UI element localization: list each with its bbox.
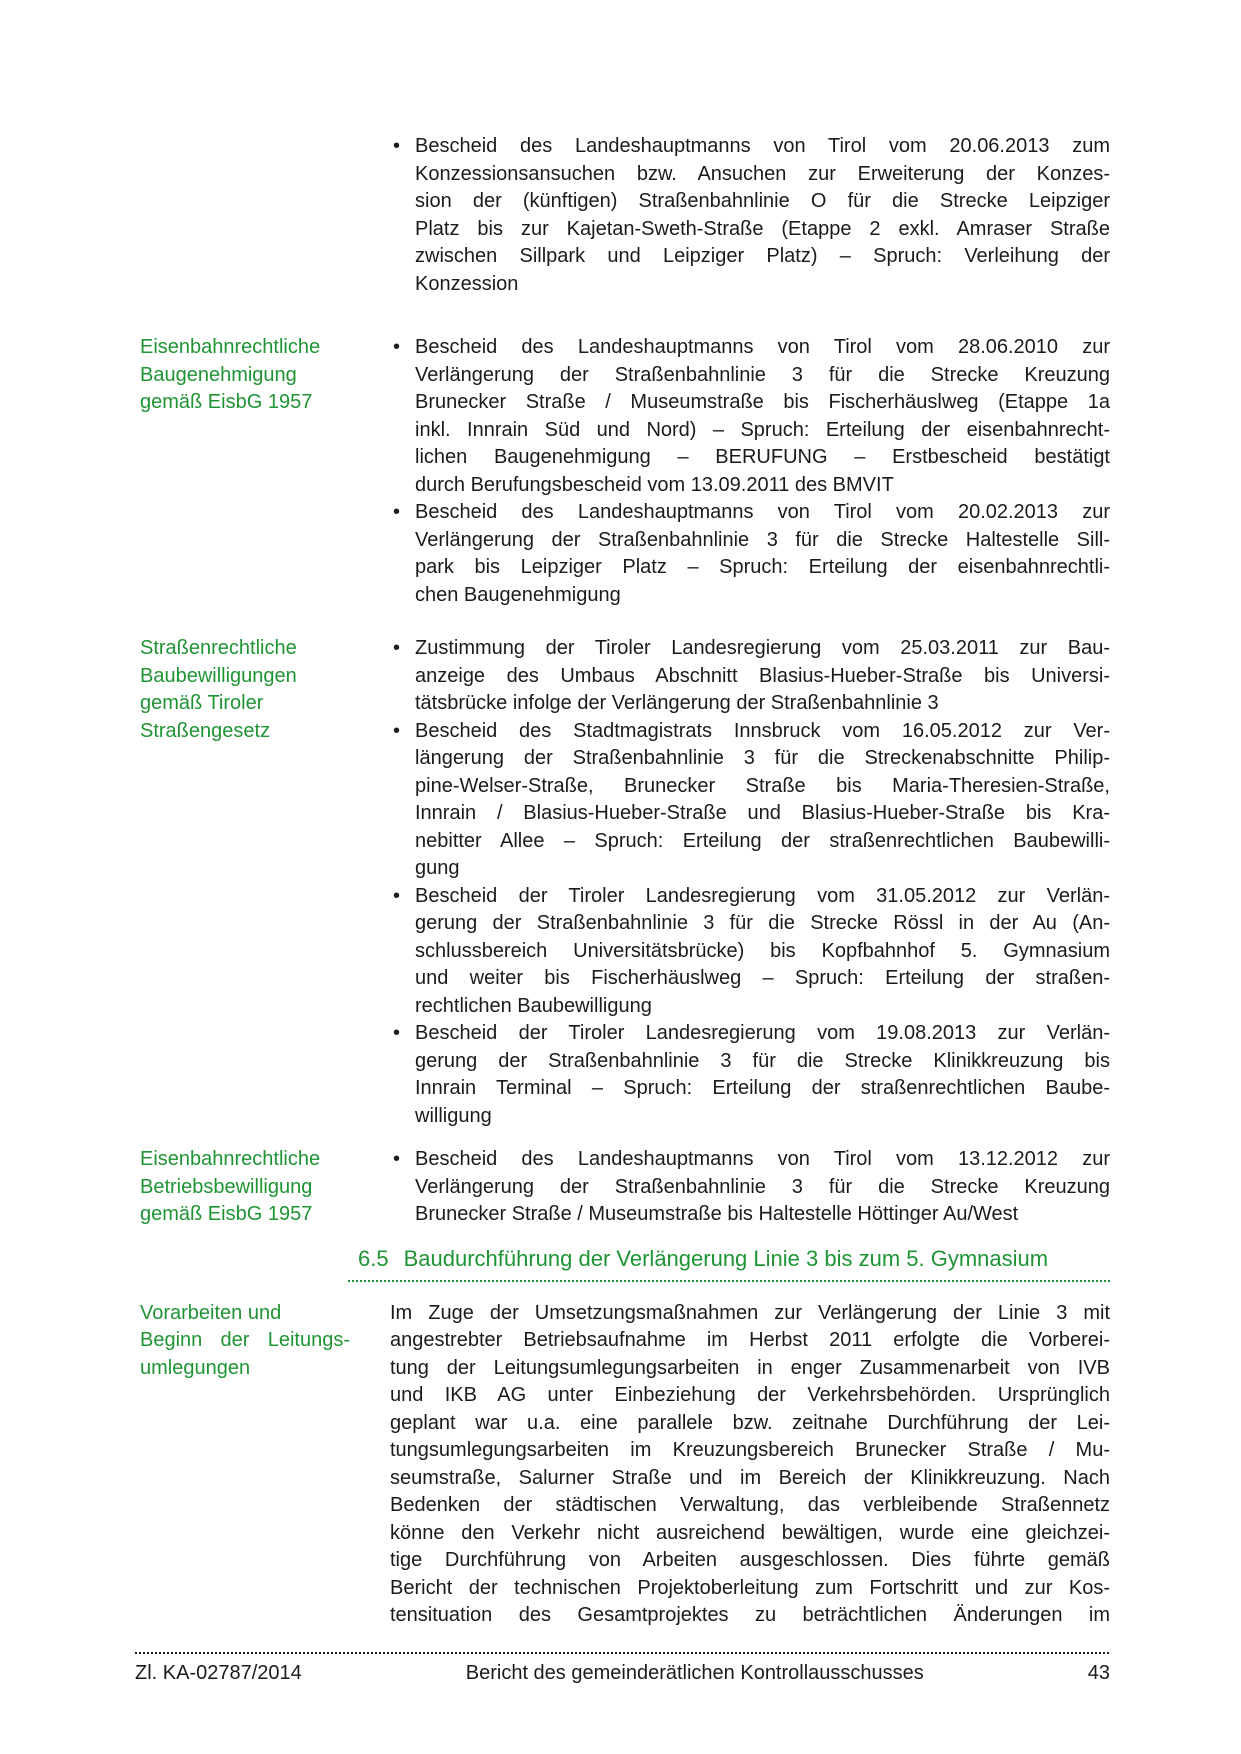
text-line: sion der (künftigen) Straßenbahnlinie O für die Strecke Leipziger [415,190,1110,212]
section-heading [348,1245,1110,1282]
text-line: und IKB AG unter Einbeziehung der Verkehrsbehörden. Ursprünglich [390,1384,1110,1406]
list-item [390,883,1110,1021]
label-line: Baubewilligungen [140,664,297,687]
label-line: Vorarbeiten und [140,1301,282,1324]
text-line: anzeige des Umbaus Abschnitt Blasius-Hueber-Straße bis Universi- [415,664,1110,687]
list-item-text [415,334,1110,499]
list-item-text [415,635,1110,718]
text-line: Brunecker Straße / Museumstraße bis Haltestelle Höttinger Au/West [415,1203,1019,1225]
text-line: Bescheid des Landeshauptmanns von Tirol vom 13.12.2012 zur [415,1148,1110,1170]
label-line: Straßenrechtliche [140,637,297,659]
section-body [390,334,1110,609]
text-line: gerung der Straßenbahnlinie 3 für die Strecke Klinikkreuzung bis [415,1049,1110,1072]
text-line: tensituation des Gesamtprojektes zu beträchtlichen Änderungen im [390,1604,1110,1626]
text-line: nebitter Allee – Spruch: Erteilung der straßenrechtlichen Baubewilli- [415,829,1110,852]
text-line: gung [415,857,460,879]
text-line: Platz bis zur Kajetan-Sweth-Straße (Etappe 2 exkl. Amraser Straße [415,217,1110,240]
section-baubewilligungen [140,635,1110,1130]
text-line: chen Baugenehmigung [415,583,621,606]
text-line: Verlängerung der Straßenbahnlinie 3 für die Strecke Kreuzung [415,1175,1110,1198]
section-betriebsbewilligung [140,1146,1110,1229]
text-line: tige Durchführung von Arbeiten ausgeschlossen. Dies führte gemäß [390,1549,1110,1571]
list-item [390,499,1110,609]
bullet-icon: • [393,336,401,358]
text-line: durch Berufungsbescheid vom 13.09.2011 des BMVIT [415,473,894,496]
text-line: Innrain / Blasius-Hueber-Straße und Blasius-Hueber-Straße bis Kra- [415,802,1110,824]
text-line: und weiter bis Fischerhäuslweg – Spruch: Erteilung der straßen- [415,967,1110,989]
text-line: Bedenken der städtischen Verwaltung, das verbleibende Straßennetz [390,1494,1110,1516]
list-item [390,1146,1110,1229]
text-line: könne den Verkehr nicht ausreichend bewältigen, wurde eine gleichzei- [390,1521,1110,1544]
text-line: Bericht der technischen Projektoberleitung zum Fortschritt und zur Kos- [390,1576,1110,1599]
heading-underline-rule [348,1280,1110,1282]
bullet-icon: • [393,501,401,523]
text-line: Bescheid des Landeshauptmanns von Tirol vom 28.06.2010 zur [415,336,1110,358]
section-body [390,133,1110,298]
footer-page-number: 43 [1087,1661,1110,1684]
section-body [390,635,1110,1130]
list-item [390,635,1110,718]
section-baugenehmigung [140,334,1110,609]
label-line: Betriebsbewilligung [140,1175,313,1198]
paragraph [390,1300,1110,1630]
text-line: Konzession [415,272,519,295]
text-line: lichen Baugenehmigung – BERUFUNG – Erstbescheid bestätigt [415,446,1110,468]
bullet-icon: • [393,719,401,742]
text-line: zwischen Sillpark und Leipziger Platz) – Spruch: Verleihung der [415,245,1110,267]
footer-title: Bericht des gemeinderätlichen Kontrollausschusses [465,1661,924,1684]
label-line: gemäß EisbG 1957 [140,391,313,413]
bullet-icon: • [393,1148,401,1170]
margin-label [140,334,390,609]
text-line: Bescheid der Tiroler Landesregierung vom 31.05.2012 zur Verlän- [415,884,1110,907]
list-item [390,1020,1110,1130]
text-line: pine-Welser-Straße, Brunecker Straße bis Maria-Theresien-Straße, [415,774,1110,797]
list-item [390,334,1110,499]
list-item-text [415,1020,1110,1130]
label-line: gemäß EisbG 1957 [140,1203,313,1225]
list-item-text [415,499,1110,609]
text-line: Bescheid des Stadtmagistrats Innsbruck vom 16.05.2012 zur Ver- [415,719,1110,742]
label-line: Baugenehmigung [140,363,297,386]
text-line: geplant war u.a. eine parallele bzw. zeitnahe Durchführung der Lei- [390,1411,1110,1434]
section-title: Baudurchführung der Verlängerung Linie 3 bis zum 5. Gymnasium [403,1245,1049,1271]
section-number: 6.5 [358,1245,389,1271]
text-line: Bescheid der Tiroler Landesregierung vom 19.08.2013 zur Verlän- [415,1022,1110,1044]
text-line: Innrain Terminal – Spruch: Erteilung der straßenrechtlichen Baube- [415,1077,1110,1099]
bullet-icon: • [393,1022,401,1044]
label-line: umlegungen [140,1356,251,1379]
label-line: Beginn der Leitungs- [140,1329,350,1351]
text-line: Bescheid des Landeshauptmanns von Tirol vom 20.06.2013 zum [415,135,1110,157]
label-line: Eisenbahnrechtliche [140,336,321,358]
bullet-icon: • [393,884,401,907]
text-line: park bis Leipziger Platz – Spruch: Erteilung der eisenbahnrechtli- [415,556,1110,578]
margin-label-empty [140,133,390,298]
text-line: Brunecker Straße / Museumstraße bis Fischerhäuslweg (Etappe 1a [415,391,1110,413]
list-item [390,133,1110,298]
label-line: gemäß Tiroler [140,692,264,714]
text-line: gerung der Straßenbahnlinie 3 für die Strecke Rössl in der Au (An- [415,912,1110,934]
list-item-text [415,1146,1110,1229]
text-line: Im Zuge der Umsetzungsmaßnahmen zur Verlängerung der Linie 3 mit [390,1301,1110,1324]
section-body [390,1300,1110,1630]
text-line: willigung [415,1104,492,1127]
text-line: inkl. Innrain Süd und Nord) – Spruch: Erteilung der eisenbahnrecht- [415,418,1110,441]
label-line: Straßengesetz [140,719,271,742]
text-line: rechtlichen Baubewilligung [415,994,652,1017]
text-line: tätsbrücke infolge der Verlängerung der Straßenbahnlinie 3 [415,692,939,714]
bullet-icon: • [393,135,401,157]
footer-row [135,1660,1110,1688]
footer-reference: Zl. KA-02787/2014 [135,1661,302,1684]
list-item-text [415,133,1110,298]
text-line: Verlängerung der Straßenbahnlinie 3 für die Strecke Haltestelle Sill- [415,528,1110,551]
section-body [390,1146,1110,1229]
text-line: Konzessionsansuchen bzw. Ansuchen zur Erweiterung der Konzes- [415,162,1110,185]
footer-rule [135,1652,1110,1654]
list-item-text [415,883,1110,1021]
text-line: Verlängerung der Straßenbahnlinie 3 für die Strecke Kreuzung [415,363,1110,386]
text-line: tungsumlegungsarbeiten im Kreuzungsbereich Brunecker Straße / Mu- [390,1439,1110,1461]
text-line: tung der Leitungsumlegungsarbeiten in enger Zusammenarbeit von IVB [390,1356,1110,1379]
margin-label [140,1300,390,1630]
text-line: Zustimmung der Tiroler Landesregierung vom 25.03.2011 zur Bau- [415,637,1110,659]
list-item-text [415,718,1110,883]
text-line: seumstraße, Salurner Straße und im Bereich der Klinikkreuzung. Nach [390,1466,1110,1489]
margin-label [140,635,390,1130]
text-line: Bescheid des Landeshauptmanns von Tirol vom 20.02.2013 zur [415,501,1110,523]
text-line: längerung der Straßenbahnlinie 3 für die Streckenabschnitte Philip- [415,747,1110,769]
text-line: schlussbereich Universitätsbrücke) bis Kopfbahnhof 5. Gymnasium [415,939,1110,962]
page-footer [135,1652,1110,1688]
bullet-icon: • [393,637,401,659]
section-vorarbeiten [140,1300,1110,1630]
margin-label [140,1146,390,1229]
label-line: Eisenbahnrechtliche [140,1148,321,1170]
section-heading-text [348,1245,1110,1273]
section-konzession [140,133,1110,298]
text-line: angestrebter Betriebsaufnahme im Herbst 2011 erfolgte die Vorberei- [390,1329,1110,1351]
list-item [390,718,1110,883]
